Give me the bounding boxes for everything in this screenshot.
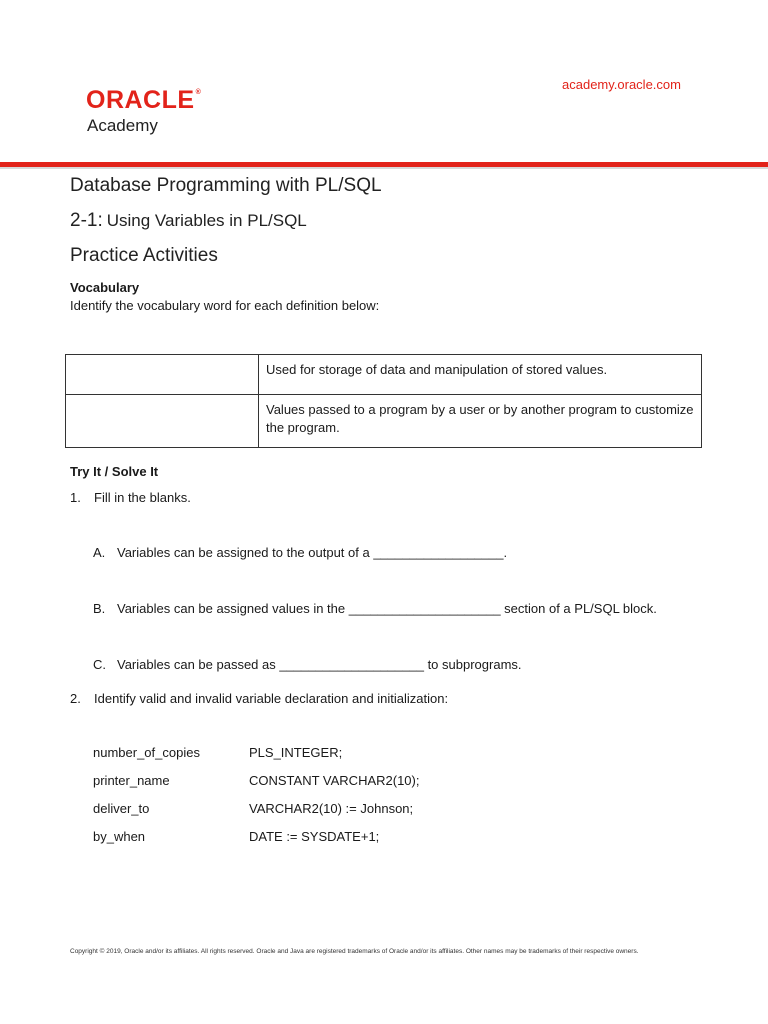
header-gray-rule <box>0 167 768 169</box>
item-text: Variables can be assigned values in the _____________________ section of a PL/SQL block. <box>117 601 657 616</box>
question-number: 1. <box>70 490 81 505</box>
copyright-footer: Copyright © 2019, Oracle and/or its affiliates. All rights reserved. Oracle and Java are registered trademarks of Oracle and/or its affiliates. Other names may be trademarks of their respective owners. <box>70 948 639 955</box>
table-row <box>66 355 702 395</box>
registered-mark-icon: ® <box>195 89 202 96</box>
vocabulary-term-cell[interactable] <box>66 355 259 395</box>
lesson-number: 2-1: <box>70 210 103 231</box>
section-title: Practice Activities <box>70 245 218 266</box>
declaration-type: PLS_INTEGER; <box>249 745 343 760</box>
item-letter: B. <box>93 601 106 616</box>
academy-label: Academy <box>87 116 158 135</box>
vocabulary-intro: Identify the vocabulary word for each definition below: <box>70 298 380 313</box>
declaration-type: CONSTANT VARCHAR2(10); <box>249 773 420 788</box>
declaration-name: by_when <box>93 829 146 844</box>
declaration-type: DATE := SYSDATE+1; <box>249 829 380 844</box>
lesson-title <box>70 210 307 232</box>
question-1 <box>70 490 191 505</box>
oracle-logo <box>86 86 201 115</box>
declaration-name: deliver_to <box>93 801 150 816</box>
oracle-logo-text: ORACLE <box>86 86 195 114</box>
vocabulary-table <box>65 354 702 448</box>
item-text: Variables can be assigned to the output of a __________________. <box>117 545 508 560</box>
course-title: Database Programming with PL/SQL <box>70 175 382 196</box>
vocabulary-heading: Vocabulary <box>70 280 140 295</box>
question-2 <box>70 691 448 706</box>
academy-site-link[interactable]: academy.oracle.com <box>562 77 681 92</box>
declaration-type: VARCHAR2(10) := Johnson; <box>249 801 414 816</box>
question-text: Identify valid and invalid variable declaration and initialization: <box>94 691 449 706</box>
question-text: Fill in the blanks. <box>94 490 191 505</box>
item-letter: A. <box>93 545 106 560</box>
question-1a <box>93 545 507 560</box>
question-1c <box>93 657 522 672</box>
try-it-heading: Try It / Solve It <box>70 464 159 479</box>
declaration-name: number_of_copies <box>93 745 200 760</box>
vocabulary-definition-cell: Used for storage of data and manipulation of stored values. <box>259 355 702 395</box>
vocabulary-term-cell[interactable] <box>66 395 259 448</box>
table-row <box>66 395 702 448</box>
declaration-name: printer_name <box>93 773 170 788</box>
item-letter: C. <box>93 657 106 672</box>
question-1b <box>93 601 657 616</box>
item-text: Variables can be passed as ____________________ to subprograms. <box>117 657 522 672</box>
question-number: 2. <box>70 691 81 706</box>
vocabulary-definition-cell: Values passed to a program by a user or by another program to customize the program. <box>259 395 702 448</box>
lesson-name: Using Variables in PL/SQL <box>106 211 307 230</box>
